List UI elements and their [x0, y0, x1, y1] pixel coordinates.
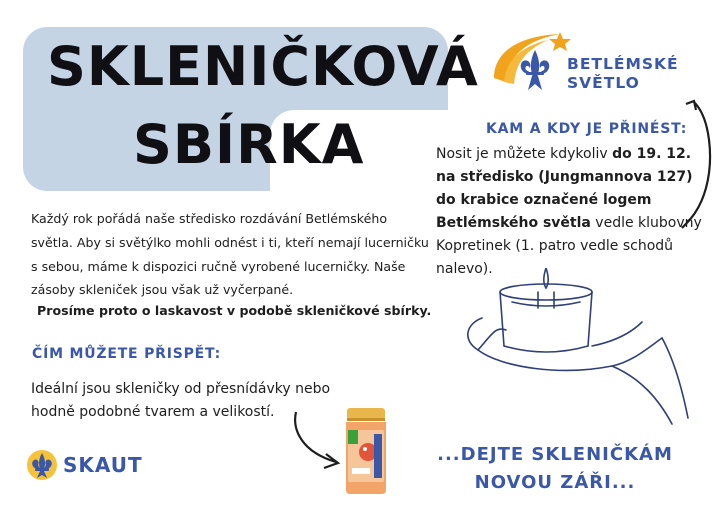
arrow-to-jar-icon	[290, 408, 346, 470]
intro-bold-request: Prosíme proto o laskavost v podobě skleničkové sbírky.	[37, 303, 432, 318]
betlem-logo-line-1: BETLÉMSKÉ	[567, 55, 679, 73]
betlem-logo-text	[567, 55, 679, 93]
slogan-line-1: ...DEJTE SKLENIČKÁM	[437, 444, 673, 465]
hand-candle-icon	[462, 268, 702, 438]
betlem-logo-line-2: SVĚTLO	[567, 74, 640, 92]
where-when-text-1: Nosit je můžete kdykoliv	[436, 146, 613, 162]
where-when-bold: do 19. 12. na středisko (Jungmannova 127) do krabice označené logem Betlémského světla	[436, 146, 693, 231]
title-line-1: SKLENIČKOVÁ	[47, 35, 479, 98]
skaut-fleur-icon	[25, 448, 59, 482]
skaut-logo-text: SKAUT	[63, 453, 143, 477]
title-line-2: SBÍRKA	[133, 113, 365, 176]
where-when-text	[436, 143, 706, 281]
where-when-heading: KAM A KDY JE PŘINÉST:	[486, 121, 688, 137]
intro-paragraph: Každý rok pořádá naše středisko rozdávání Betlémského světla. Aby si světýlko mohli odnést i ti, kteří nemají lucerničku s sebou, máme k dispozici ručně vyrobené lucerničky. Naše zásoby skleniček jsou však už vyčerpané.	[31, 211, 429, 298]
contribute-text: Ideální jsou skleničky od přesnídávky nebo hodně podobné tvarem a velikostí.	[31, 381, 331, 420]
where-when-text-2: vedle klubovny Kopretinek (1. patro vedle schodů nalevo).	[436, 215, 702, 277]
slogan-line-2: NOVOU ZÁŘI...	[474, 472, 636, 493]
contribute-heading: ČÍM MŮŽETE PŘISPĚT:	[32, 346, 222, 362]
baby-food-jar-icon	[344, 408, 388, 494]
